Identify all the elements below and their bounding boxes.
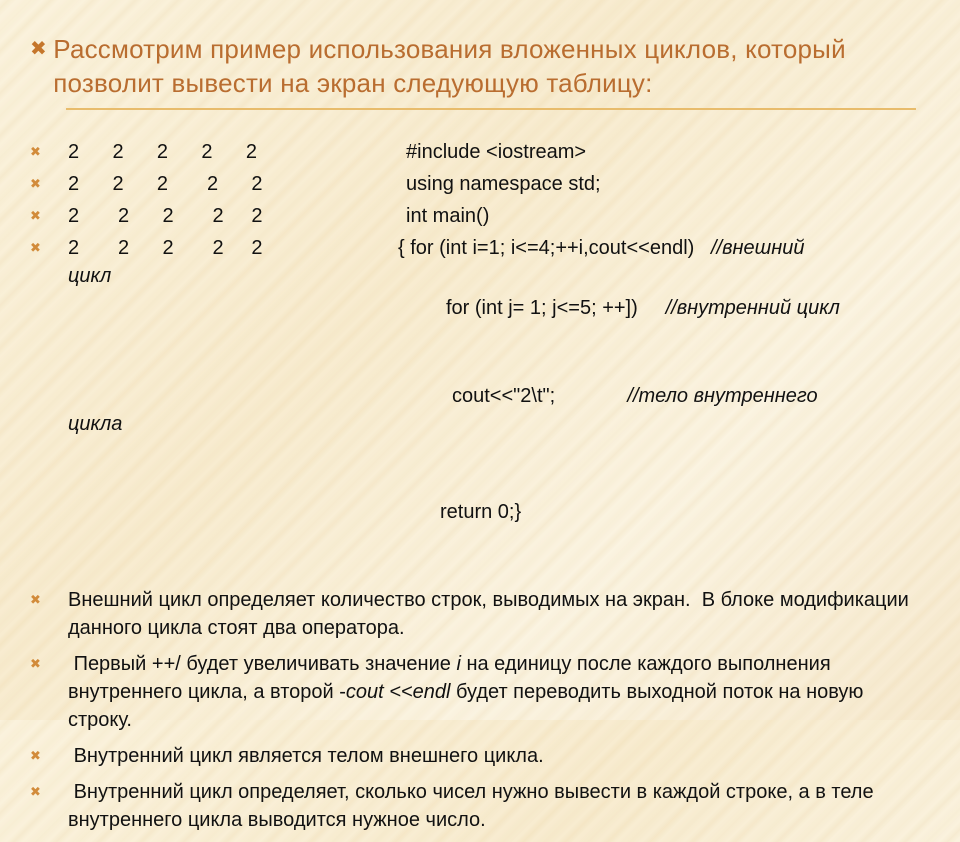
- code-line: #include <iostream>: [406, 141, 587, 163]
- bullet-icon: ✖: [30, 656, 41, 671]
- slide-content: [30, 138, 930, 842]
- code-text: return 0;}: [440, 501, 522, 523]
- code-line: [30, 294, 930, 378]
- table-values: 2 2 2 2 2: [68, 205, 263, 227]
- bullet-icon: ✖: [30, 144, 41, 159]
- code-line: [398, 234, 805, 262]
- bullet-icon: ✖: [30, 592, 41, 607]
- code-comment: //внутренний цикл: [665, 297, 840, 319]
- code-line: using namespace std;: [406, 173, 601, 195]
- paragraph: [30, 586, 930, 642]
- title-divider: [66, 108, 916, 110]
- slide-title: [30, 32, 910, 100]
- bullet-icon: ✖: [30, 176, 41, 191]
- table-row: [30, 170, 930, 198]
- table-row: [30, 202, 930, 230]
- code-comment: //внешний: [710, 237, 805, 259]
- table-row: [30, 234, 930, 290]
- code-comment-wrap: [68, 262, 111, 290]
- code-line: [30, 498, 930, 582]
- code-comment: цикл: [68, 265, 112, 287]
- paragraph: [30, 778, 930, 834]
- paragraph: [30, 650, 930, 734]
- code-text: cout<<"2\t";: [452, 385, 556, 407]
- table-row: [30, 138, 930, 166]
- table-values: 2 2 2 2 2: [68, 141, 257, 163]
- code-line: int main(): [406, 205, 490, 227]
- code-text: for (int j= 1; j<=5; ++]): [446, 297, 638, 319]
- table-values: 2 2 2 2 2: [68, 237, 263, 259]
- code-comment: цикла: [68, 413, 123, 435]
- bullet-icon: ✖: [30, 38, 47, 60]
- title-text: Рассмотрим пример использования вложенных циклов, который позволит вывести на экран следующую таблицу:: [53, 34, 846, 98]
- bullet-icon: ✖: [30, 784, 41, 799]
- code-line: [30, 382, 930, 494]
- code-text: { for (int i=1; i<=4;++i,cout<<endl): [398, 237, 695, 259]
- bullet-icon: ✖: [30, 208, 41, 223]
- paragraph-text: Внутренний цикл определяет, сколько чисел нужно вывести в каждой строке, а в теле внутреннего цикла выводится нужное число.: [68, 781, 880, 831]
- bullet-icon: ✖: [30, 748, 41, 763]
- paragraph-text: Внешний цикл определяет количество строк, выводимых на экран. В блоке модификации данного цикла стоят два оператора.: [68, 589, 915, 639]
- paragraph-text: Внутренний цикл является телом внешнего цикла.: [68, 745, 544, 767]
- code-comment: //тело внутреннего: [627, 385, 818, 407]
- paragraph: [30, 742, 930, 770]
- paragraph-text: Первый ++/ будет увеличивать значение i на единицу после каждого выполнения внутреннего цикла, а второй -cout <<endl будет переводить выходной поток на новую строку.: [68, 653, 869, 731]
- bullet-icon: ✖: [30, 240, 41, 255]
- table-values: 2 2 2 2 2: [68, 173, 263, 195]
